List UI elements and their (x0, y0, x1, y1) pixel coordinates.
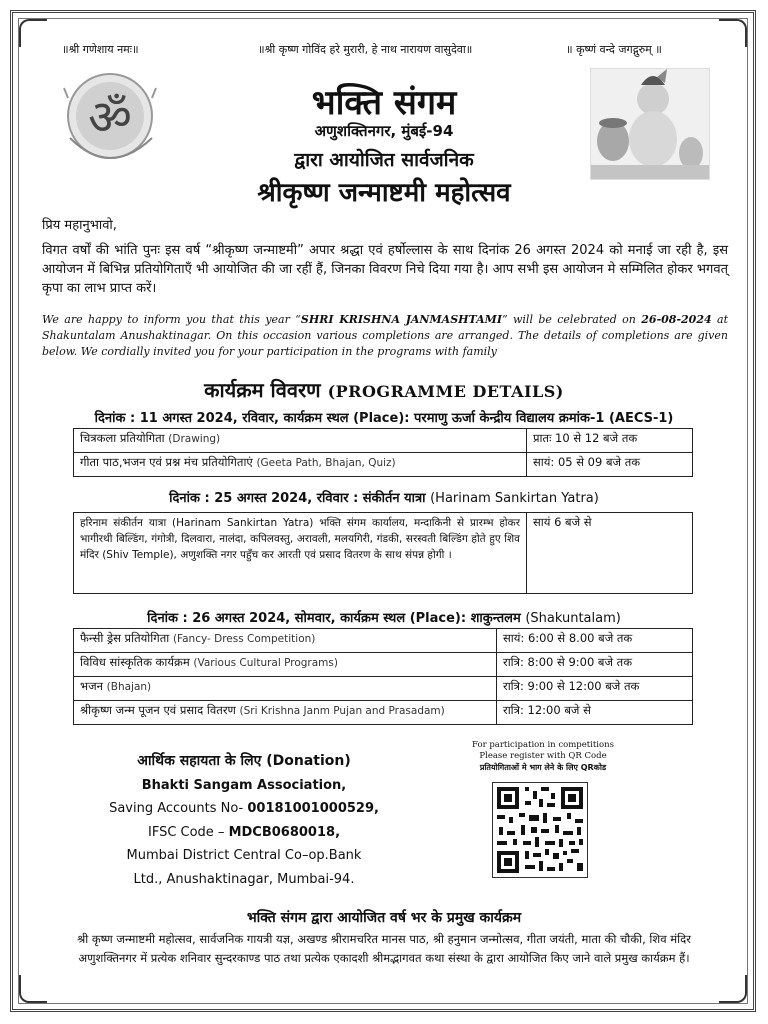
event-time: सायं: 6:00 से 8.00 बजे तक (497, 629, 693, 653)
event-name-en: (Drawing) (168, 433, 221, 445)
account-label: Saving Accounts No- (109, 801, 248, 816)
event-time: प्रातः 10 से 12 बजे तक (527, 429, 693, 453)
ifsc-code: MDCB0680018, (228, 824, 341, 840)
event-time: रात्रि: 9:00 से 12:00 बजे तक (497, 677, 693, 701)
event-name: चित्रकला प्रतियोगिता (80, 431, 165, 445)
table-row (74, 653, 693, 677)
org-subtitle: द्वारा आयोजित सार्वजनिक (294, 149, 474, 171)
event-title: श्रीकृष्ण जन्माष्टमी महोत्सव (257, 178, 511, 208)
om-symbol: ॐ (88, 90, 132, 146)
org-title: भक्ति संगम (311, 83, 457, 123)
day1-heading: दिनांक : 11 अगस्त 2024, रविवार, कार्यक्रम स्थल (Place): परमाणु ऊर्जा केन्द्रीय विद्यालय क्रमांक-1 (AECS-1) (94, 411, 674, 426)
org-location: अणुशक्तिनगर, मुंबई-94 (314, 122, 454, 140)
table-row (74, 629, 693, 653)
intro-en-part: ” will be celebrated on (501, 313, 642, 326)
event-name-cell (74, 701, 497, 725)
invocation-right: ॥ कृष्णं वन्दे जगद्गुरुम् ॥ (566, 43, 662, 56)
table-row (74, 677, 693, 701)
event-time: रात्रि: 12:00 बजे से (497, 701, 693, 725)
qr-note (446, 740, 640, 773)
event-name: भजन (80, 679, 103, 693)
day1-table (73, 428, 693, 477)
table-row (74, 701, 693, 725)
event-time: रात्रि: 8:00 से 9:00 बजे तक (497, 653, 693, 677)
qr-note-line1: For participation in competitions (472, 740, 614, 750)
donation-heading: आर्थिक सहायता के लिए (Donation) (137, 753, 351, 769)
intro-en-part: at Shakuntalam Anushaktinagar. On this occasion various completions are arranged. The details of completions are given below. We cordially invited you for your participation in the programs with family (42, 313, 728, 358)
event-name: विविध सांस्कृतिक कार्यक्रम (80, 655, 190, 669)
event-name: फैन्सी ड्रेस प्रतियोगिता (80, 631, 170, 645)
event-name-en: (Fancy- Dress Competition) (172, 633, 316, 645)
intro-en-bold: 26-08-2024 (641, 313, 712, 326)
greeting: प्रिय महानुभावो, (42, 218, 117, 233)
day2-heading-en: (Harinam Sankirtan Yatra) (430, 491, 599, 506)
account-line (96, 797, 392, 821)
event-name-cell (74, 453, 527, 477)
qr-note-line3: प्रतियोगिताओं मे भाग लेने के लिए QRकोड (479, 763, 607, 772)
donation-block (96, 750, 392, 891)
table-row (74, 429, 693, 453)
day3-heading (0, 608, 768, 626)
invocation-center: ॥श्री कृष्ण गोविंद हरे मुरारी, हे नाथ नारायण वासुदेवा॥ (258, 43, 473, 56)
yatra-description: हरिनाम संकीर्तन यात्रा (Harinam Sankirtan Yatra) भक्ति संगम कार्यालय, मन्दाकिनी से प्रारम्भ होकर भागीरथी बिल्डिंग, गंगोत्री, दिलवारा, नालंदा, कपिलवस्तु, अरावली, मलयगिरी, गंडकी, सरस्वती बिल्डिंग होते हुए शिव मंदिर (Shiv Temple), अणुशक्ति नगर पहुँच कर आरती एवं प्रसाद वितरण के साथ संपन्न होगी । (74, 513, 527, 594)
day2-table (73, 512, 693, 594)
event-name-cell (74, 629, 497, 653)
event-name-en: (Various Cultural Programs) (193, 657, 338, 669)
event-time: सायं: 05 से 09 बजे तक (527, 453, 693, 477)
day3-table (73, 628, 693, 725)
day2-heading (0, 488, 768, 506)
event-name-en: (Geeta Path, Bhajan, Quiz) (256, 457, 396, 469)
day3-heading-en: (Shakuntalam) (525, 611, 621, 626)
table-row (74, 513, 693, 594)
intro-hindi: विगत वर्षों की भांति पुनः इस वर्ष “श्रीकृष्ण जन्माष्टमी” अपार श्रद्धा एवं हर्षोल्लास के साथ दिनांक 26 अगस्त 2024 को मनाई जा रही है, इस आयोजन में बिभिन्न प्रतियोगिताएँ भी आयोजित की जा रहीं हैं, जिनका विवरण निचे दिया गया है। आप सभी इस आयोजन मे सम्मिलित होकर भगवत् कृपा का लाभ प्राप्त करें। (42, 243, 728, 296)
invocation-left: ॥श्री गणेशाय नमः॥ (62, 43, 139, 56)
intro-en-part: We are happy to inform you that this year “ (42, 313, 301, 326)
event-name: श्रीकृष्ण जन्म पूजन एवं प्रसाद वितरण (80, 703, 236, 717)
bank-address: Ltd., Anushaktinagar, Mumbai-94. (133, 871, 355, 887)
ifsc-label: IFSC Code – (147, 824, 229, 840)
registration-qr-code-icon[interactable] (492, 782, 588, 878)
table-row (74, 453, 693, 477)
event-time: सायं 6 बजे से (527, 513, 693, 594)
intro-en-bold: SHRI KRISHNA JANMASHTAMI (300, 313, 502, 326)
programme-heading-hi: कार्यक्रम विवरण (204, 378, 321, 402)
association-name: Bhakti Sangam Association, (141, 777, 347, 793)
event-name-cell (74, 653, 497, 677)
account-number: 00181001000529, (247, 801, 379, 816)
event-name: गीता पाठ,भजन एवं प्रश्न मंच प्रतियोगिताएं (80, 455, 253, 469)
baby-krishna-image (590, 68, 710, 180)
event-name-en: (Bhajan) (106, 681, 152, 693)
intro-english (42, 312, 728, 360)
event-name-en: (Sri Krishna Janm Pujan and Prasadam) (239, 705, 445, 717)
bank-name: Mumbai District Central Co–op.Bank (126, 848, 362, 863)
om-logo-icon (60, 68, 160, 180)
event-name-cell (74, 429, 527, 453)
event-name-cell (74, 677, 497, 701)
programme-heading (0, 376, 768, 403)
footer-text: श्री कृष्ण जन्माष्टमी महोत्सव, सार्वजनिक गायत्री यज्ञ, अखण्ड श्रीरामचरित मानस पाठ, श्री हनुमान जन्मोत्सव, गीता जयंती, माता की चौकी, शिव मंदिर अणुशक्तिनगर में प्रत्येक शनिवार सुन्दरकाण्ड पाठ तथा प्रत्येक एकादशी श्रीमद्भागवत कथा संस्था के द्वारा आयोजित किए जाने वाले प्रमुख कार्यक्रम हैं। (77, 932, 691, 965)
qr-note-line2: Please register with QR Code (479, 751, 607, 761)
programme-heading-en: (PROGRAMME DETAILS) (327, 382, 564, 401)
day2-heading-main: दिनांक : 25 अगस्त 2024, रविवार : संकीर्तन यात्रा (169, 491, 426, 506)
footer-heading: भक्ति संगम द्वारा आयोजित वर्ष भर के प्रमुख कार्यक्रम (246, 910, 522, 926)
day3-heading-main: दिनांक : 26 अगस्त 2024, सोमवार, कार्यक्रम स्थल (Place): शाकुन्तलम (147, 611, 521, 626)
ifsc-line (96, 821, 392, 845)
